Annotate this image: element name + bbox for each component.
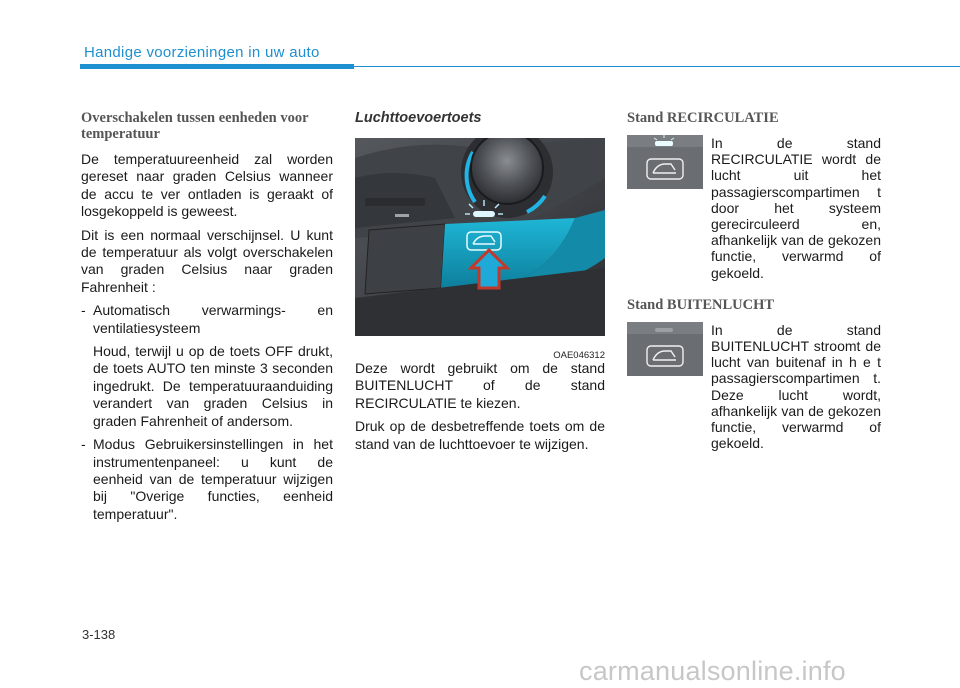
- paragraph: Deze wordt gebruikt om de stand BUITENLUCHT of de stand RECIRCULATIE te kiezen.: [355, 360, 605, 411]
- list-item: [81, 436, 333, 523]
- recirculation-button-image: [627, 135, 703, 189]
- list-dash: -: [81, 436, 86, 453]
- paragraph: De temperatuureenheid zal worden gereset naar graden Celsius wanneer de accu te ver ontladen is geraakt of losgekoppeld is geweest.: [81, 151, 333, 220]
- paragraph: Druk op de desbetreffende toets om de stand van de luchttoevoer te wijzigen.: [355, 418, 605, 452]
- figure-wrapper: [355, 138, 605, 361]
- figure-code: OAE046312: [553, 350, 605, 361]
- outside-air-text: In de stand BUITENLUCHT stroomt de lucht van buitenaf in h e t passagierscompartimen t. Deze lucht wordt, afhankelijk van de gekozen functie, verwarmd of gekoeld.: [711, 321, 881, 452]
- heading-temperature-units: Overschakelen tussen eenheden voor temperatuur: [81, 110, 309, 142]
- recirculation-text: In de stand RECIRCULATIE wordt de lucht uit het passagierscompartimen t door het systeem gerecirculeerd en, afhankelijk van de gekozen functie, verwarmd of gekoeld.: [711, 135, 881, 281]
- control-panel-figure: [355, 138, 605, 336]
- list-item: [81, 302, 333, 337]
- recirculation-block: [627, 135, 881, 281]
- column-air-intake: [355, 110, 605, 459]
- header-bar: [80, 64, 354, 69]
- list-item-text: Modus Gebruikersinstellingen in het instrumentenpaneel: u kunt de eenheid van de temperatuur wijzigen bij "Overige functies, eenheid temperatuur".: [93, 436, 333, 522]
- list-item-title: Automatisch verwarmings- en ventilatiesysteem: [93, 302, 333, 336]
- climate-control-illustration: [355, 138, 605, 336]
- paragraph: Dit is een normaal verschijnsel. U kunt de temperatuur als volgt overschakelen van graden Celsius naar graden Fahrenheit :: [81, 226, 333, 295]
- outside-air-block: [627, 322, 881, 452]
- column-temperature-units: [81, 110, 333, 529]
- page-number: 3-138: [82, 627, 116, 642]
- list-dash: -: [81, 302, 86, 319]
- list-item-body: Houd, terwijl u op de toets OFF drukt, de toets AUTO ten minste 3 seconden ingedrukt. De temperatuuraanduiding verandert van graden Celsius in graden Fahrenheit of andersom.: [93, 343, 333, 429]
- heading-air-intake: Luchttoevoertoets: [355, 110, 482, 126]
- watermark: carmanualsonline.info: [579, 656, 846, 686]
- heading-recirculation: Stand RECIRCULATIE: [627, 110, 779, 126]
- header-rule: [354, 66, 960, 67]
- recirculation-icon: [627, 135, 703, 189]
- outside-air-icon: [627, 322, 703, 376]
- outside-air-button-image: [627, 322, 703, 376]
- section-header: Handige voorzieningen in uw auto: [84, 44, 320, 61]
- column-modes: [627, 110, 881, 451]
- heading-outside-air: Stand BUITENLUCHT: [627, 296, 775, 313]
